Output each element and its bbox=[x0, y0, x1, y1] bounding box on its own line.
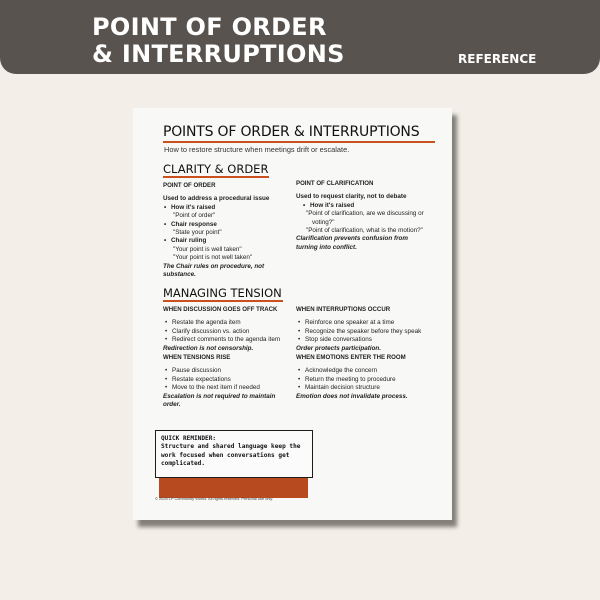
emotions-column bbox=[296, 354, 431, 401]
list-item: • Return the meeting to procedure bbox=[296, 376, 431, 384]
quick-reminder-box bbox=[155, 430, 313, 478]
point-of-clarification-quote-2: "Point of clarification, what is the motion?" bbox=[306, 227, 423, 235]
section-underline-clarity bbox=[163, 176, 269, 178]
section-underline-tension bbox=[163, 300, 283, 302]
list-item: • Restate expectations bbox=[163, 376, 288, 384]
point-of-clarification-how-label: • How it's raised bbox=[302, 202, 426, 210]
document-page bbox=[133, 108, 452, 520]
off-track-column bbox=[163, 306, 288, 353]
list-item: • Move to the next item if needed bbox=[163, 384, 288, 392]
document-subtitle: How to restore structure when meetings drift or escalate. bbox=[164, 145, 350, 154]
list-item: • Pause discussion bbox=[163, 367, 288, 375]
quick-reminder-title: QUICK REMINDER: bbox=[161, 435, 217, 442]
list-item: • Redirect comments to the agenda item bbox=[163, 336, 288, 344]
banner-title-line-1: POINT OF ORDER bbox=[92, 13, 327, 41]
point-of-order-heading: POINT OF ORDER bbox=[163, 182, 216, 189]
list-item: • Acknowledge the concern bbox=[296, 367, 431, 375]
point-of-order-how-label: • How it's raised bbox=[163, 204, 283, 212]
tensions-rise-list bbox=[163, 367, 288, 392]
interruptions-heading: WHEN INTERRUPTIONS OCCUR bbox=[296, 306, 391, 313]
chair-response-quote: "State your point" bbox=[173, 229, 222, 237]
chair-ruling-label: • Chair ruling bbox=[163, 237, 283, 245]
tensions-rise-heading: WHEN TENSIONS RISE bbox=[163, 354, 231, 361]
point-of-order-note: The Chair rules on procedure, not substance. bbox=[163, 262, 265, 279]
quick-reminder-text: Structure and shared language keep the work focused when conversations get complicated. bbox=[161, 443, 301, 468]
interruptions-list bbox=[296, 319, 431, 344]
title-underline bbox=[163, 141, 435, 143]
copyright-footer: © 2026 LP Community Works. All rights reserved. Personal use only. bbox=[155, 496, 274, 501]
emotions-list bbox=[296, 367, 431, 392]
point-of-clarification-column bbox=[296, 180, 426, 252]
off-track-heading: WHEN DISCUSSION GOES OFF TRACK bbox=[163, 306, 278, 313]
list-item: • Reinforce one speaker at a time bbox=[296, 319, 431, 327]
header-banner bbox=[0, 0, 600, 74]
document-title: POINTS OF ORDER & INTERRUPTIONS bbox=[163, 124, 420, 140]
tensions-rise-note: Escalation is not required to maintain order. bbox=[163, 392, 276, 409]
banner-title-line-2: & INTERRUPTIONS bbox=[92, 40, 345, 68]
banner-tag: REFERENCE bbox=[458, 52, 537, 66]
section-title-clarity: CLARITY & ORDER bbox=[163, 162, 269, 176]
list-item: • Clarify discussion vs. action bbox=[163, 328, 288, 336]
section-title-tension: MANAGING TENSION bbox=[163, 286, 282, 300]
point-of-clarification-heading: POINT OF CLARIFICATION bbox=[296, 180, 374, 187]
chair-response-label: • Chair response bbox=[163, 221, 283, 229]
list-item: • Maintain decision structure bbox=[296, 384, 431, 392]
chair-ruling-quote-2: "Your point is not well taken" bbox=[173, 254, 253, 262]
emotions-note: Emotion does not invalidate process. bbox=[296, 392, 408, 400]
chair-ruling-quote-1: "Your point is well taken" bbox=[173, 245, 242, 253]
list-item: • Stop side conversations bbox=[296, 336, 431, 344]
off-track-list bbox=[163, 319, 288, 344]
point-of-clarification-use: Used to request clarity, not to debate bbox=[296, 193, 407, 201]
list-item: • Recognize the speaker before they speak bbox=[296, 328, 431, 336]
interruptions-column bbox=[296, 306, 431, 353]
point-of-order-how-quote: "Point of order" bbox=[173, 212, 216, 220]
point-of-order-column bbox=[163, 182, 283, 279]
off-track-note: Redirection is not censorship. bbox=[163, 344, 254, 352]
point-of-clarification-quote-1: "Point of clarification, are we discussing or voting?" bbox=[306, 210, 424, 226]
point-of-order-use: Used to address a procedural issue bbox=[163, 195, 270, 203]
point-of-clarification-note: Clarification prevents confusion from turning into conflict. bbox=[296, 235, 408, 251]
tensions-rise-column bbox=[163, 354, 288, 409]
list-item: • Restate the agenda item bbox=[163, 319, 288, 327]
banner-title bbox=[92, 14, 412, 68]
interruptions-note: Order protects participation. bbox=[296, 344, 382, 352]
emotions-heading: WHEN EMOTIONS ENTER THE ROOM bbox=[296, 354, 406, 361]
